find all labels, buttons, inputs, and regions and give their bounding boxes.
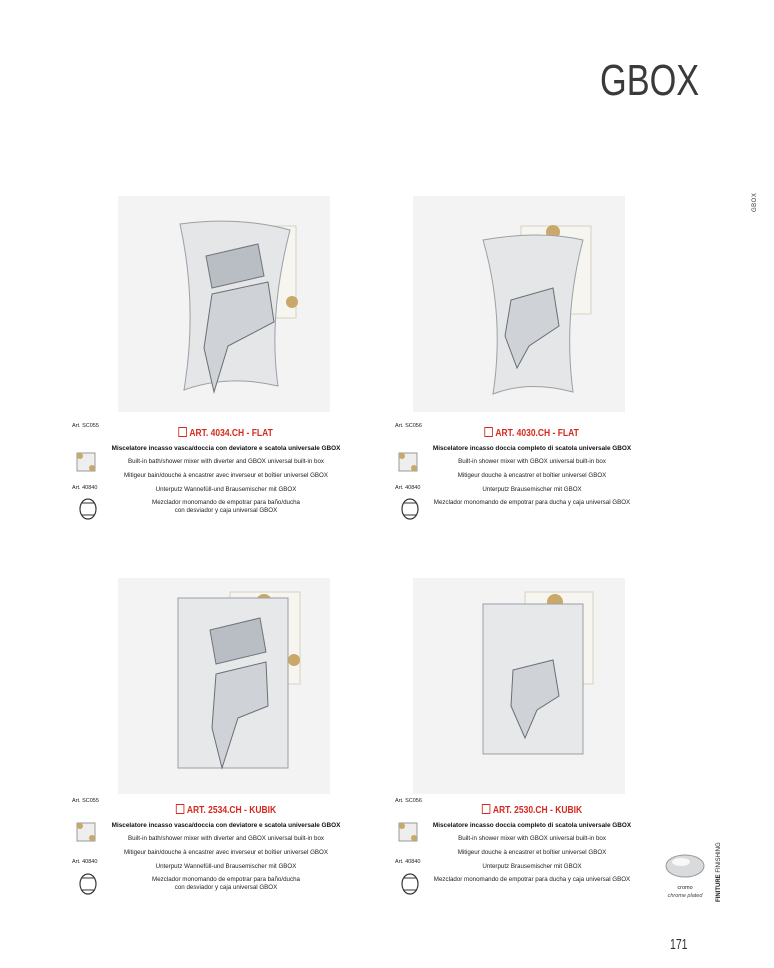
side-section-label: GBOX <box>752 192 758 212</box>
product-title: ART. 4034.CH - FLAT <box>179 427 273 439</box>
box-art-number: Art. SC055 <box>72 798 99 804</box>
product-image-flat-bath <box>118 196 330 412</box>
page-number: 171 <box>670 936 688 953</box>
box-art-number: Art. SC056 <box>395 423 422 429</box>
product-image-kubik-bath <box>118 578 330 794</box>
checkbox-square-icon <box>176 804 185 814</box>
cartridge-art-number: Art. 40840 <box>395 485 421 491</box>
product-description-block <box>402 800 662 890</box>
description-french: Mitigeur bain/douche à encastrer avec inverseur et boîtier universel GBOX <box>124 471 328 479</box>
description-german: Unterputz Brausemischer mit GBOX <box>482 485 582 493</box>
description-italian: Miscelatore incasso vasca/doccia con deviatore e scatola universale GBOX <box>111 822 341 829</box>
description-italian: Miscelatore incasso doccia completo di scatola universale GBOX <box>432 445 632 452</box>
product-description-block <box>96 423 356 521</box>
checkbox-square-icon <box>482 804 491 814</box>
description-italian: Miscelatore incasso vasca/doccia con deviatore e scatola universale GBOX <box>111 445 341 452</box>
product-description-block <box>402 423 662 513</box>
description-french: Mitigeur douche à encastrer et boîtier universel GBOX <box>457 471 607 479</box>
description-french: Mitigeur bain/douche à encastrer avec inverseur et boîtier universel GBOX <box>124 848 328 856</box>
description-italian: Miscelatore incasso doccia completo di scatola universale GBOX <box>432 822 632 829</box>
product-title: ART. 4030.CH - FLAT <box>485 427 579 439</box>
description-english: Built-in bath/shower mixer with diverter and GBOX universal built-in box <box>127 458 325 465</box>
description-german: Unterputz Brausemischer mit GBOX <box>482 862 582 870</box>
product-description-block <box>96 800 356 898</box>
swatch-name: cromo <box>677 885 693 891</box>
chrome-finish-swatch <box>664 852 706 880</box>
checkbox-square-icon <box>179 427 188 437</box>
checkbox-square-icon <box>485 427 494 437</box>
page-title: GBOX <box>600 56 700 105</box>
description-english: Built-in bath/shower mixer with diverter and GBOX universal built-in box <box>127 835 325 842</box>
box-art-number: Art. SC055 <box>72 423 99 429</box>
description-spanish: Mezclador monomando de empotrar para baño/ducha con desviador y caja universal GBOX <box>152 876 300 891</box>
description-german: Unterputz Wannefüll-und Brausemischer mit GBOX <box>155 862 297 870</box>
description-spanish: Mezclador monomando de empotrar para ducha y caja universal GBOX <box>433 499 631 507</box>
cartridge-art-number: Art. 40840 <box>72 859 98 865</box>
cartridge-art-number: Art. 40840 <box>395 859 421 865</box>
box-art-number: Art. SC056 <box>395 798 422 804</box>
description-spanish: Mezclador monomando de empotrar para baño/ducha con desviador y caja universal GBOX <box>152 499 300 514</box>
product-title: ART. 2530.CH - KUBIK <box>482 804 582 816</box>
description-german: Unterputz Wannefüll-und Brausemischer mit GBOX <box>155 485 297 493</box>
product-image-flat-shower <box>413 196 625 412</box>
cartridge-art-number: Art. 40840 <box>72 485 98 491</box>
product-title: ART. 2534.CH - KUBIK <box>176 804 276 816</box>
description-english: Built-in shower mixer with GBOX universal built-in box <box>458 458 606 465</box>
description-english: Built-in shower mixer with GBOX universal built-in box <box>458 835 606 842</box>
product-image-kubik-shower <box>413 578 625 794</box>
description-spanish: Mezclador monomando de empotrar para ducha y caja universal GBOX <box>433 876 631 884</box>
finishing-label: FINITURE FINISHING <box>716 842 722 902</box>
description-french: Mitigeur douche à encastrer et boîtier universel GBOX <box>457 848 607 856</box>
swatch-subtitle: chrome plated <box>667 893 703 899</box>
